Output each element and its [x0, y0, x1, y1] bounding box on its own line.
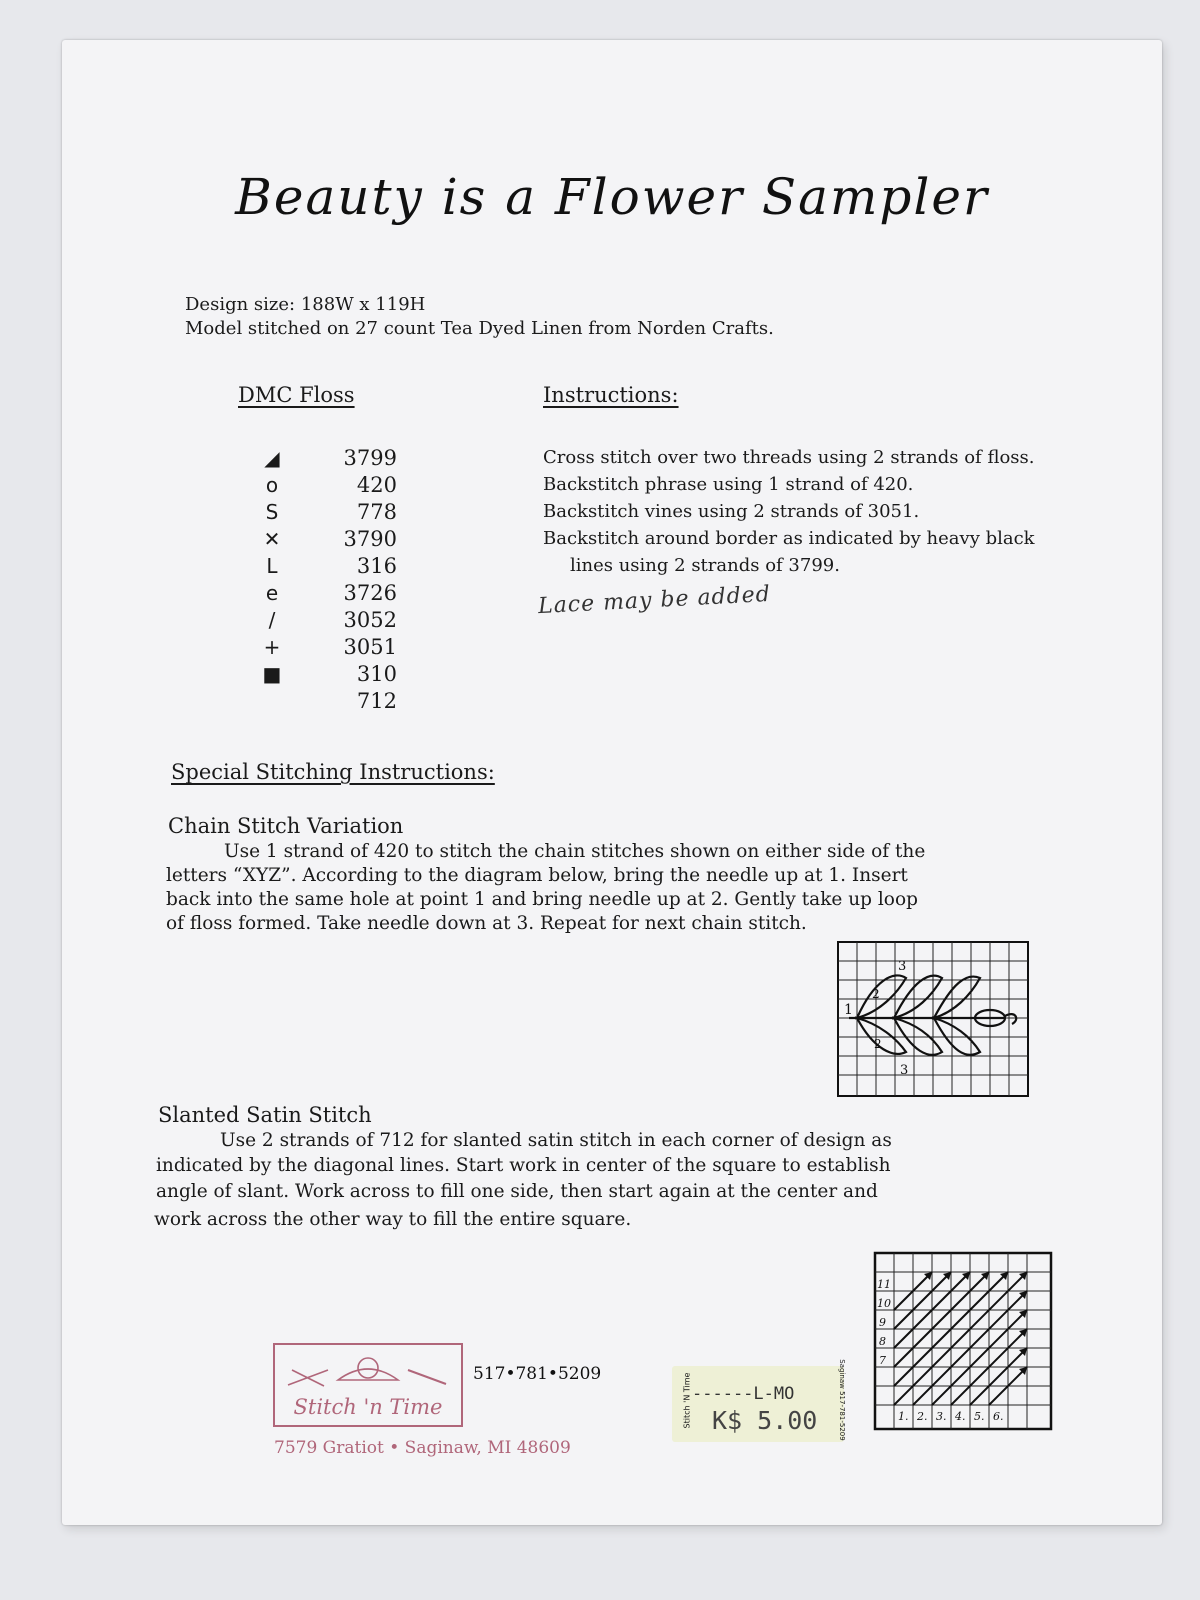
row-label: 7 — [879, 1354, 886, 1367]
design-size: Design size: 188W x 119H — [185, 294, 426, 315]
instructions-heading: Instructions: — [543, 383, 679, 407]
shop-address: 7579 Gratiot • Saginaw, MI 48609 — [274, 1438, 571, 1458]
floss-item — [257, 634, 397, 661]
floss-number: 3052 — [343, 608, 397, 632]
col-label: 2. — [917, 1410, 928, 1423]
tag-price: K$ 5.00 — [712, 1406, 818, 1435]
scissors-icon — [288, 1370, 328, 1386]
diagram-label-2: 2 — [872, 987, 880, 1001]
floss-number: 420 — [356, 473, 397, 497]
row-label: 10 — [877, 1297, 891, 1310]
satin-stitch-line: indicated by the diagonal lines. Start work in center of the square to establish — [156, 1155, 891, 1176]
satin-stitch-line: angle of slant. Work across to fill one side, then start again at the center and — [156, 1181, 878, 1202]
col-label: 3. — [936, 1410, 947, 1423]
floss-number: 310 — [356, 662, 397, 686]
floss-number: 3726 — [343, 581, 397, 605]
satin-stitch-title: Slanted Satin Stitch — [158, 1103, 372, 1127]
special-heading: Special Stitching Instructions: — [171, 760, 495, 784]
floss-number: 3799 — [343, 446, 397, 470]
floss-list — [257, 445, 417, 725]
tag-code: ------L-MO — [692, 1384, 795, 1404]
diagram-label-2: 2 — [874, 1037, 882, 1051]
diagram-label-3: 3 — [900, 1063, 909, 1078]
chain-stitch-diagram — [834, 940, 1034, 1100]
page-title: Beauty is a Flower Sampler — [235, 168, 989, 226]
floss-number: 316 — [356, 554, 397, 578]
tag-shop-info: Saginaw 517-781-5209 — [838, 1359, 846, 1441]
pattern-sheet — [62, 40, 1162, 1525]
floss-symbol: e — [265, 581, 279, 605]
floss-symbol: ■ — [262, 662, 282, 686]
floss-item — [257, 553, 397, 580]
price-tag — [672, 1359, 846, 1442]
model-stitched-note: Model stitched on 27 count Tea Dyed Linen from Norden Crafts. — [185, 318, 774, 339]
floss-number: 3790 — [343, 527, 397, 551]
col-label: 1. — [898, 1410, 909, 1423]
instruction-line: Cross stitch over two threads using 2 strands of floss. — [543, 447, 1035, 468]
instruction-line: Backstitch around border as indicated by heavy black — [543, 528, 1035, 549]
diagram-label-3: 3 — [898, 959, 907, 974]
clock-icon — [358, 1358, 378, 1378]
floss-item — [257, 580, 397, 607]
row-label: 9 — [879, 1316, 886, 1329]
satin-stitch-line: work across the other way to fill the entire square. — [154, 1209, 632, 1230]
shop-stamp-logo — [268, 1340, 468, 1430]
floss-symbol: ✕ — [263, 527, 281, 551]
shop-phone: 517•781•5209 — [473, 1364, 602, 1384]
col-label: 5. — [974, 1410, 985, 1423]
satin-stitch-line: Use 2 strands of 712 for slanted satin stitch in each corner of design as — [220, 1130, 892, 1151]
floss-item — [257, 472, 397, 499]
slant-lines — [894, 1272, 1027, 1405]
chain-stitch-line: Use 1 strand of 420 to stitch the chain stitches shown on either side of the — [224, 841, 926, 862]
chain-stitch-title: Chain Stitch Variation — [168, 814, 404, 838]
col-label: 6. — [993, 1410, 1004, 1423]
floss-symbol: L — [266, 554, 278, 578]
instruction-line: Backstitch phrase using 1 strand of 420. — [543, 474, 914, 495]
handwritten-note: Lace may be added — [537, 581, 772, 620]
floss-symbol: + — [263, 635, 281, 659]
chain-stitch-line: back into the same hole at point 1 and bring needle up at 2. Gently take up loop — [166, 889, 918, 910]
floss-number: 712 — [356, 689, 397, 713]
floss-item — [257, 688, 397, 715]
chain-stitch-line: of floss formed. Take needle down at 3. Repeat for next chain stitch. — [166, 913, 807, 934]
col-label: 4. — [955, 1410, 966, 1423]
shop-name: Stitch 'n Time — [293, 1395, 443, 1419]
row-label: 11 — [877, 1278, 891, 1291]
floss-number: 3051 — [343, 635, 397, 659]
floss-item — [257, 607, 397, 634]
floss-item — [257, 499, 397, 526]
tag-shop-name: Stitch 'N Time — [682, 1372, 692, 1429]
floss-heading: DMC Floss — [238, 383, 355, 407]
chain-stitch-line: letters “XYZ”. According to the diagram below, bring the needle up at 1. Insert — [166, 865, 908, 886]
floss-item — [257, 526, 397, 553]
floss-symbol: ◢ — [264, 446, 280, 470]
instruction-line: Backstitch vines using 2 strands of 3051. — [543, 501, 920, 522]
floss-item — [257, 445, 397, 472]
diagram-label-1: 1 — [844, 1002, 853, 1018]
floss-symbol: S — [265, 500, 279, 524]
floss-number: 778 — [356, 500, 397, 524]
row-label: 8 — [879, 1335, 886, 1348]
floss-item — [257, 661, 397, 688]
satin-stitch-diagram — [872, 1250, 1056, 1434]
instruction-line: lines using 2 strands of 3799. — [570, 555, 840, 576]
floss-symbol: / — [268, 608, 276, 632]
needle-icon — [408, 1370, 446, 1384]
floss-symbol: o — [265, 473, 279, 497]
